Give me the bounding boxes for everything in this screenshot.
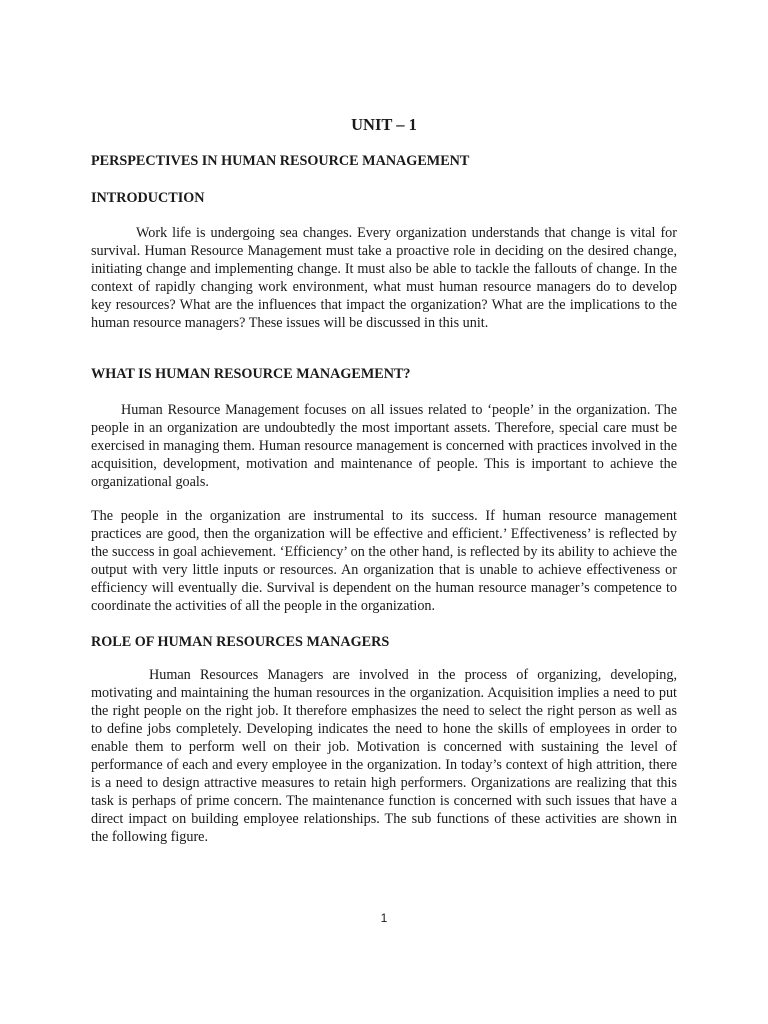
hrm-paragraph-1: Human Resource Management focuses on all issues related to ‘people’ in the organization. The people in an organization are undoubtedly the most important assets. Therefore, special care must be exercised in managing them. Human resource management is concerned with practices involved in the acquisition, development, motivation and maintenance of people. This is important to achieve the organizational goals. (91, 402, 677, 490)
introduction-paragraph: Work life is undergoing sea changes. Every organization understands that change is vital for survival. Human Resource Management must take a proactive role in deciding on the desired change, initiating change and implementing change. It must also be able to tackle the fallouts of change. In the context of rapidly changing work environment, what must human resource managers do to develop key resources? What are the influences that impact the organization? What are the implications to the human resource managers? These issues will be discussed in this unit. (91, 225, 677, 331)
chapter-heading: PERSPECTIVES IN HUMAN RESOURCE MANAGEMENT (91, 153, 470, 169)
role-paragraph: Human Resources Managers are involved in the process of organizing, developing, motivating and maintaining the human resources in the organization. Acquisition implies a need to put the right people on the right job. It therefore emphasizes the need to select the right person as well as to define jobs completely. Developing indicates the need to hone the skills of employees in order to enable them to perform well on their job. Motivation is concerned with sustaining the level of performance of each and every employee in the organization. In today’s context of high attrition, there is a need to design attractive measures to retain high performers. Organizations are realizing that this task is perhaps of prime concern. The maintenance function is concerned with such issues that have a direct impact on building employee relationships. The sub functions of these activities are shown in the following figure. (91, 667, 677, 845)
what-is-hrm-heading: WHAT IS HUMAN RESOURCE MANAGEMENT? (91, 366, 411, 382)
unit-title: UNIT – 1 (351, 115, 417, 134)
hrm-paragraph-2: The people in the organization are instrumental to its success. If human resource management practices are good, then the organization will be effective and efficient.’ Effectiveness’ is reflected by the success in goal achievement. ‘Efficiency’ on the other hand, is reflected by its ability to achieve the output with very little inputs or resources. An organization that is unable to achieve effectiveness or efficiency will eventually die. Survival is dependent on the human resource manager’s competence to coordinate the activities of all the people in the organization. (91, 508, 677, 614)
introduction-heading: INTRODUCTION (91, 190, 205, 206)
role-of-hr-managers-heading: ROLE OF HUMAN RESOURCES MANAGERS (91, 634, 390, 650)
page-number: 1 (380, 911, 388, 925)
